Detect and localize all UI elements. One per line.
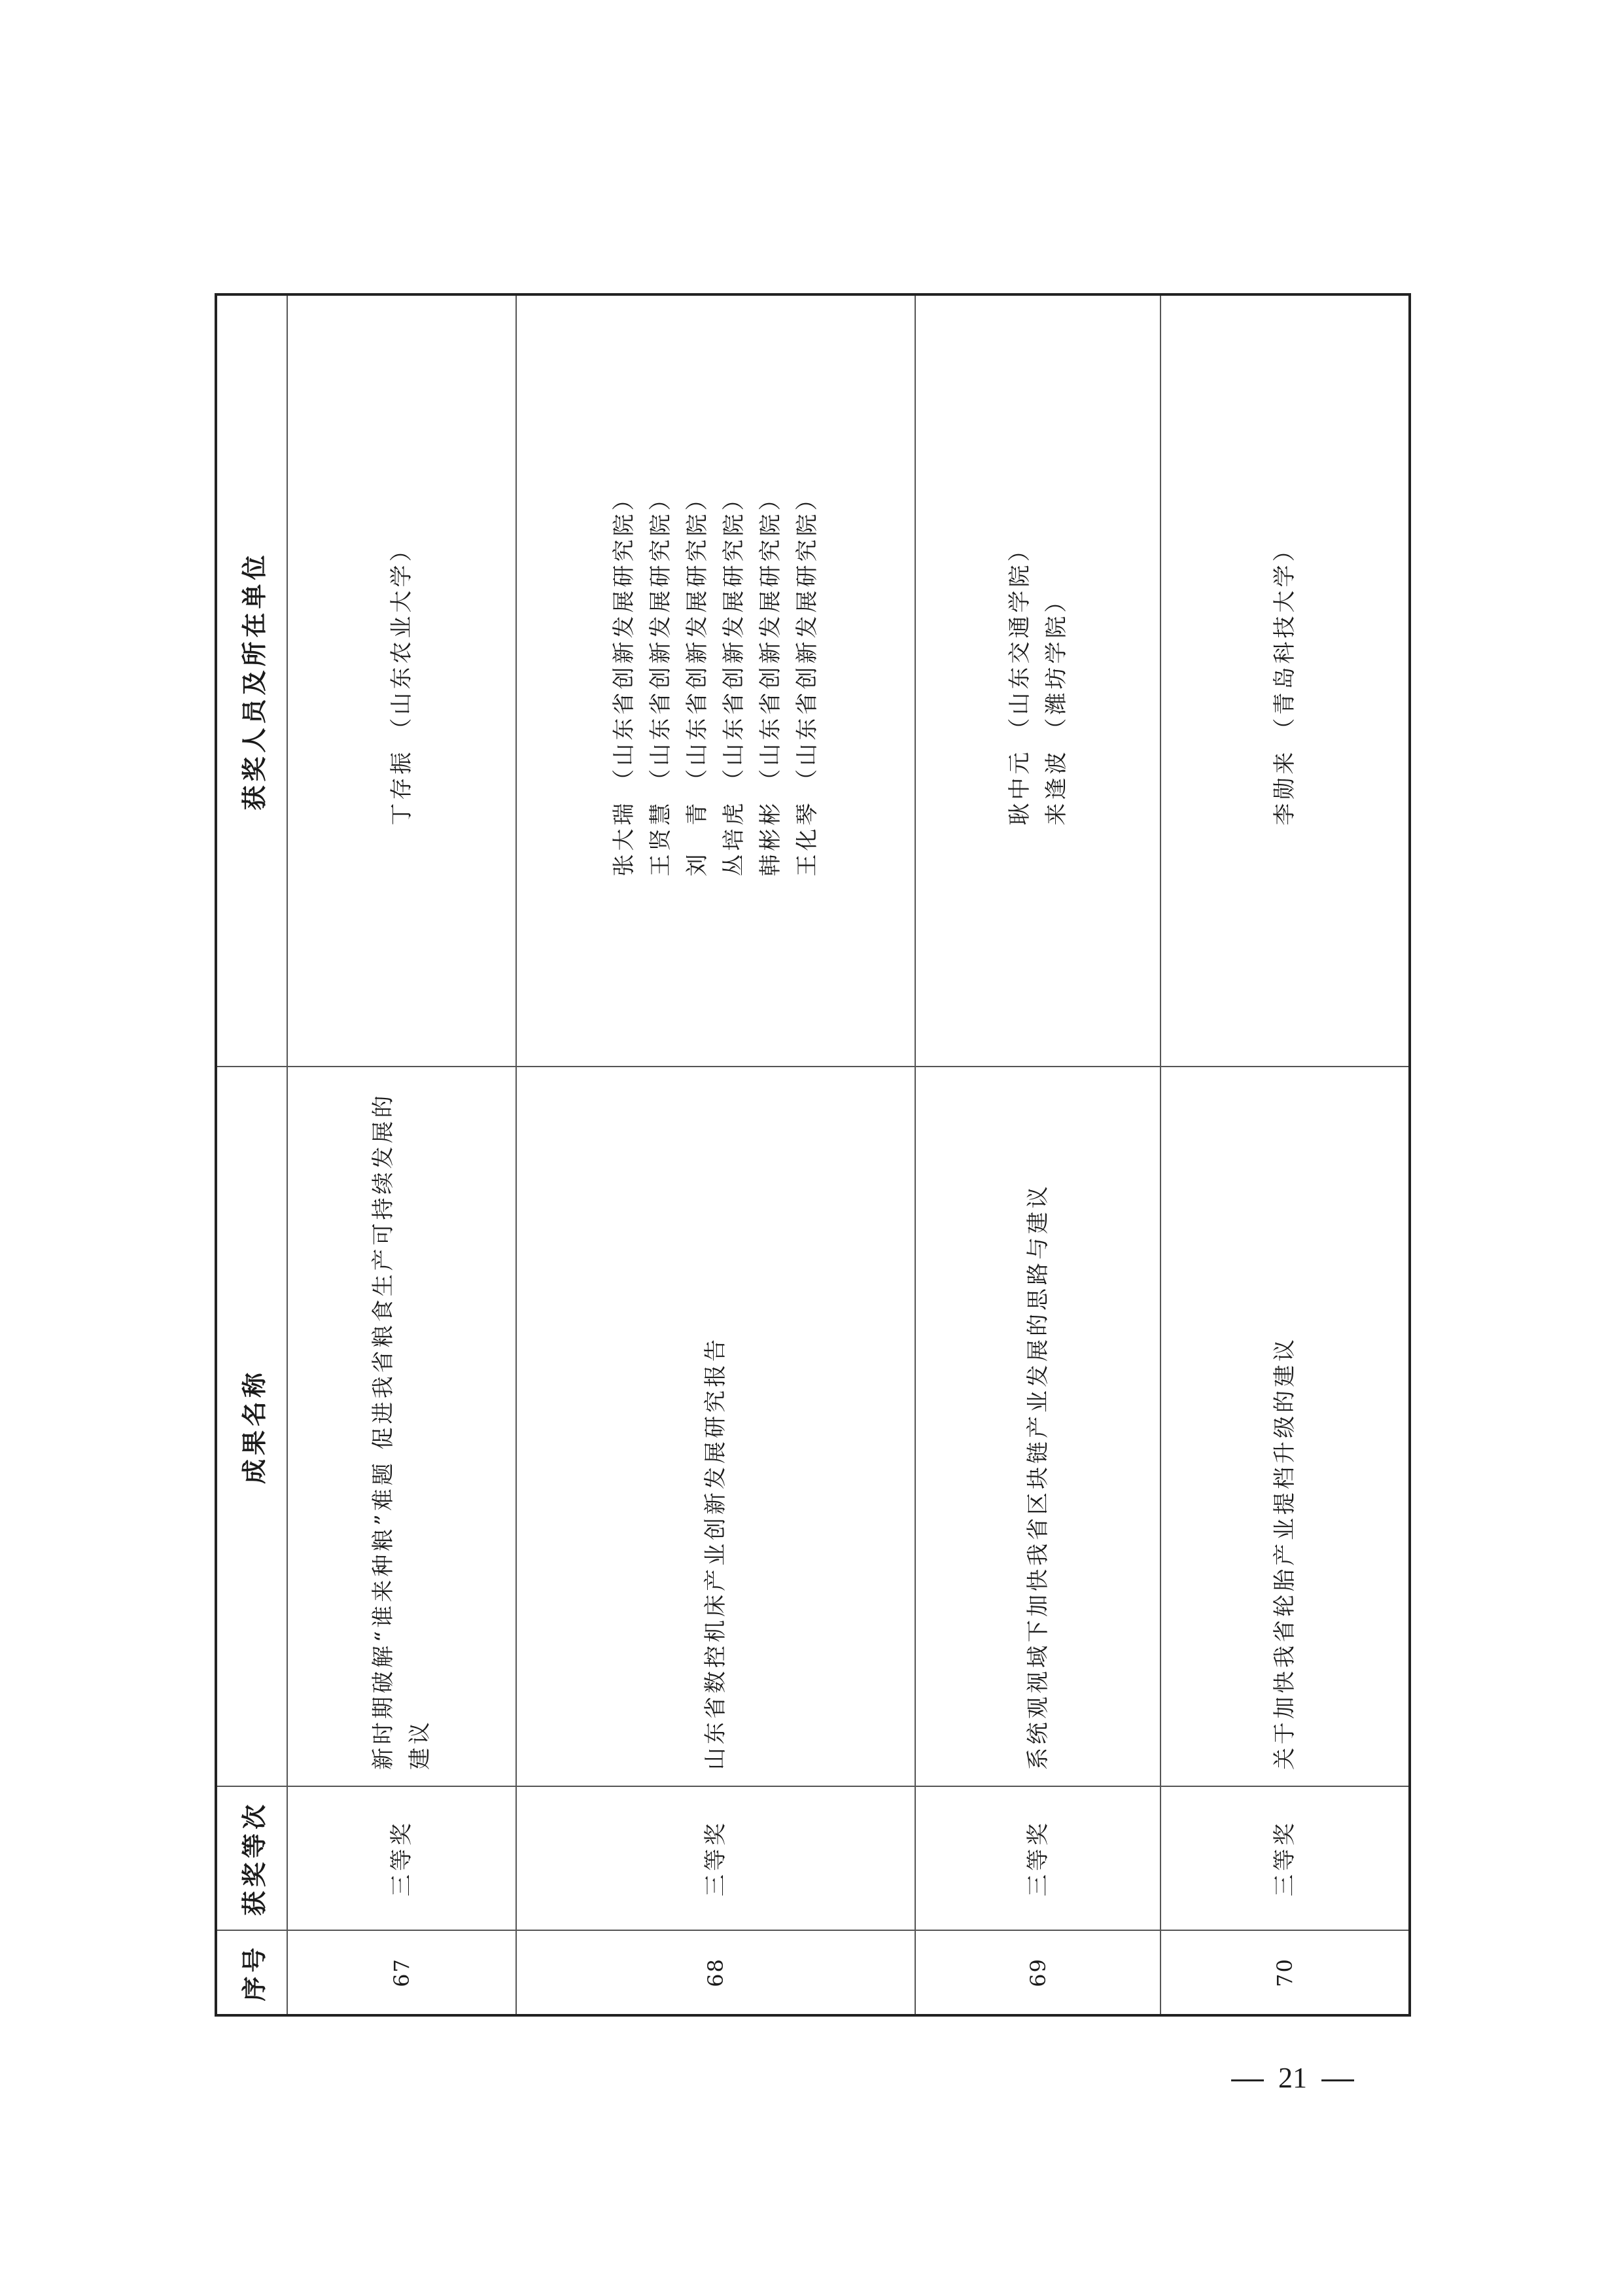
person-org: （山东省创新发展研究院） [684,485,710,792]
person-org: （青岛科技大学） [1272,536,1298,741]
row-index: 68 [516,1930,915,2015]
dash-right [1321,2079,1354,2081]
row-index: 70 [1161,1930,1410,2015]
table-row [516,294,915,2015]
rotated-table-container [215,296,1406,2017]
person-org: （山东交通学院） [1006,536,1033,741]
page-number-text: 21 [1278,2062,1307,2094]
person-entry [752,486,789,877]
table-row [287,294,516,2015]
people-list [1266,537,1303,826]
row-people [516,294,915,1067]
people-list [383,537,420,826]
row-index: 69 [915,1930,1161,2015]
row-level: 三等奖 [915,1786,1161,1930]
person-entry [1002,537,1038,826]
people-list [1002,537,1075,826]
person-entry [383,537,420,826]
person-org: （山东省创新发展研究院） [721,485,747,792]
person-name: 丁存振 [389,749,415,826]
row-title: 新时期破解“谁来种粮”难题 促进我省粮食生产可持续发展的建议 [287,1067,516,1786]
person-name: 张大瑞 [611,800,637,877]
row-level: 三等奖 [516,1786,915,1930]
person-entry [679,486,716,877]
award-table [215,293,1411,2017]
header-index: 序号 [216,1930,287,2015]
person-org: （山东省创新发展研究院） [648,485,674,792]
row-level: 三等奖 [287,1786,516,1930]
row-index: 67 [287,1930,516,2015]
header-people: 获奖人员及所在单位 [216,294,287,1067]
person-name: 李勋来 [1272,749,1298,826]
person-name: 耿中元 [1006,749,1033,826]
person-entry [1266,537,1303,826]
person-name: 王化琴 [794,800,820,877]
person-org: （山东省创新发展研究院） [758,485,784,792]
row-people [287,294,516,1067]
person-org: （山东省创新发展研究院） [611,485,637,792]
dash-left [1231,2079,1264,2081]
table-row [915,294,1161,2015]
person-entry [606,486,642,877]
person-org: （山东农业大学） [389,536,415,741]
row-people [1161,294,1410,1067]
row-title: 关于加快我省轮胎产业提档升级的建议 [1161,1067,1410,1786]
person-name: 来逢波 [1043,749,1070,826]
person-name: 韩彬彬 [758,800,784,877]
person-org: （山东省创新发展研究院） [794,485,820,792]
table-row [1161,294,1410,2015]
person-name: 王贤慧 [648,800,674,877]
row-title: 系统观视域下加快我省区块链产业发展的思路与建议 [915,1067,1161,1786]
header-level: 获奖等次 [216,1786,287,1930]
person-org: （潍坊学院） [1043,587,1070,741]
row-level: 三等奖 [1161,1786,1410,1930]
header-title: 成果名称 [216,1067,287,1786]
row-people [915,294,1161,1067]
page-number [1208,2061,1378,2100]
table-header-row [216,294,287,2015]
row-title: 山东省数控机床产业创新发展研究报告 [516,1067,915,1786]
person-entry [1038,537,1075,826]
person-entry [716,486,752,877]
person-name: 丛培虎 [721,800,747,877]
people-list [606,486,826,877]
person-entry [642,486,679,877]
person-name: 刘 青 [684,800,710,877]
person-entry [789,486,826,877]
